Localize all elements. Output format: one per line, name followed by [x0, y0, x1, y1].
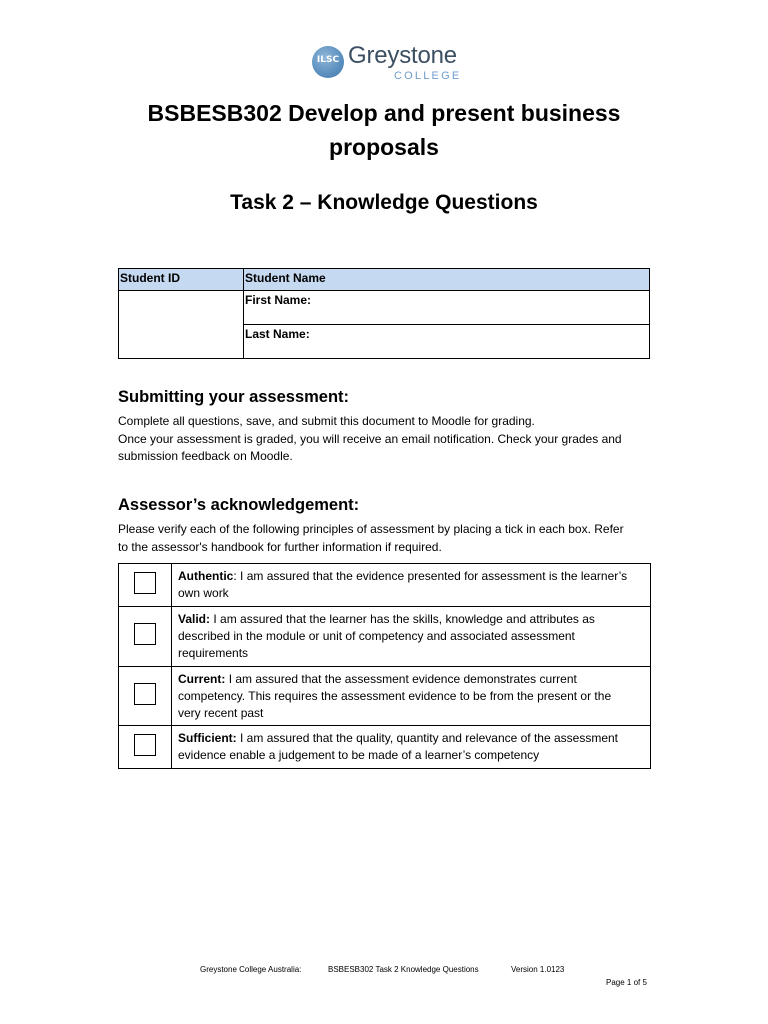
first-name-field[interactable]	[244, 291, 650, 325]
principle-text: Valid: I am assured that the learner has the skills, knowledge and attributes as described in the module or unit of competency and associated assessment requirements	[172, 607, 651, 667]
principle-text: Sufficient: I am assured that the quality, quantity and relevance of the assessment evidence enable a judgement to be made of a learner’s competency	[172, 726, 651, 769]
current-checkbox[interactable]	[134, 683, 156, 705]
page-number: Page 1 of 5	[606, 978, 647, 987]
acknowledgement-line: Please verify each of the following principles of assessment by placing a tick in each box. Refer	[118, 522, 624, 536]
principle-row-valid	[119, 607, 651, 667]
ilsc-logo-icon: ILSC	[312, 46, 344, 78]
footer-org: Greystone College Australia:	[200, 965, 302, 974]
submitting-instructions	[118, 413, 658, 466]
sufficient-checkbox[interactable]	[134, 734, 156, 756]
principles-table	[118, 563, 651, 769]
footer-version: Version 1.0123	[511, 965, 565, 974]
student-id-header: Student ID	[119, 269, 244, 291]
authentic-checkbox[interactable]	[134, 572, 156, 594]
acknowledgement-instructions	[118, 521, 658, 556]
student-id-field[interactable]	[119, 291, 244, 359]
submitting-line: Complete all questions, save, and submit this document to Moodle for grading.	[118, 414, 535, 428]
acknowledgement-heading: Assessor’s acknowledgement:	[118, 496, 360, 514]
logo-subname: COLLEGE	[394, 70, 462, 82]
principle-text: Authentic: I am assured that the evidence presented for assessment is the learner’s own work	[172, 564, 651, 607]
last-name-label: Last Name:	[245, 327, 310, 341]
principle-row-sufficient	[119, 726, 651, 769]
submitting-line: submission feedback on Moodle.	[118, 449, 293, 463]
principle-text: Current: I am assured that the assessment evidence demonstrates current competency. This requires the assessment evidence to be from the present or the very recent past	[172, 667, 651, 726]
last-name-field[interactable]	[244, 325, 650, 359]
page-title	[120, 96, 648, 164]
principle-row-current	[119, 667, 651, 726]
acknowledgement-line: to the assessor's handbook for further information if required.	[118, 539, 442, 554]
title-line-1: BSBESB302 Develop and present business	[147, 100, 621, 126]
title-line-2: proposals	[329, 134, 439, 160]
valid-checkbox[interactable]	[134, 623, 156, 645]
first-name-label: First Name:	[245, 293, 312, 307]
page-subtitle: Task 2 – Knowledge Questions	[230, 191, 538, 214]
greystone-logo	[312, 44, 462, 84]
student-name-header: Student Name	[244, 269, 650, 291]
footer-doc: BSBESB302 Task 2 Knowledge Questions	[328, 965, 479, 974]
submitting-heading: Submitting your assessment:	[118, 388, 350, 406]
student-details-table	[118, 268, 650, 359]
principle-row-authentic	[119, 564, 651, 607]
submitting-line: Once your assessment is graded, you will receive an email notification. Check your grades and	[118, 431, 622, 446]
logo-name: Greystone	[348, 42, 457, 69]
